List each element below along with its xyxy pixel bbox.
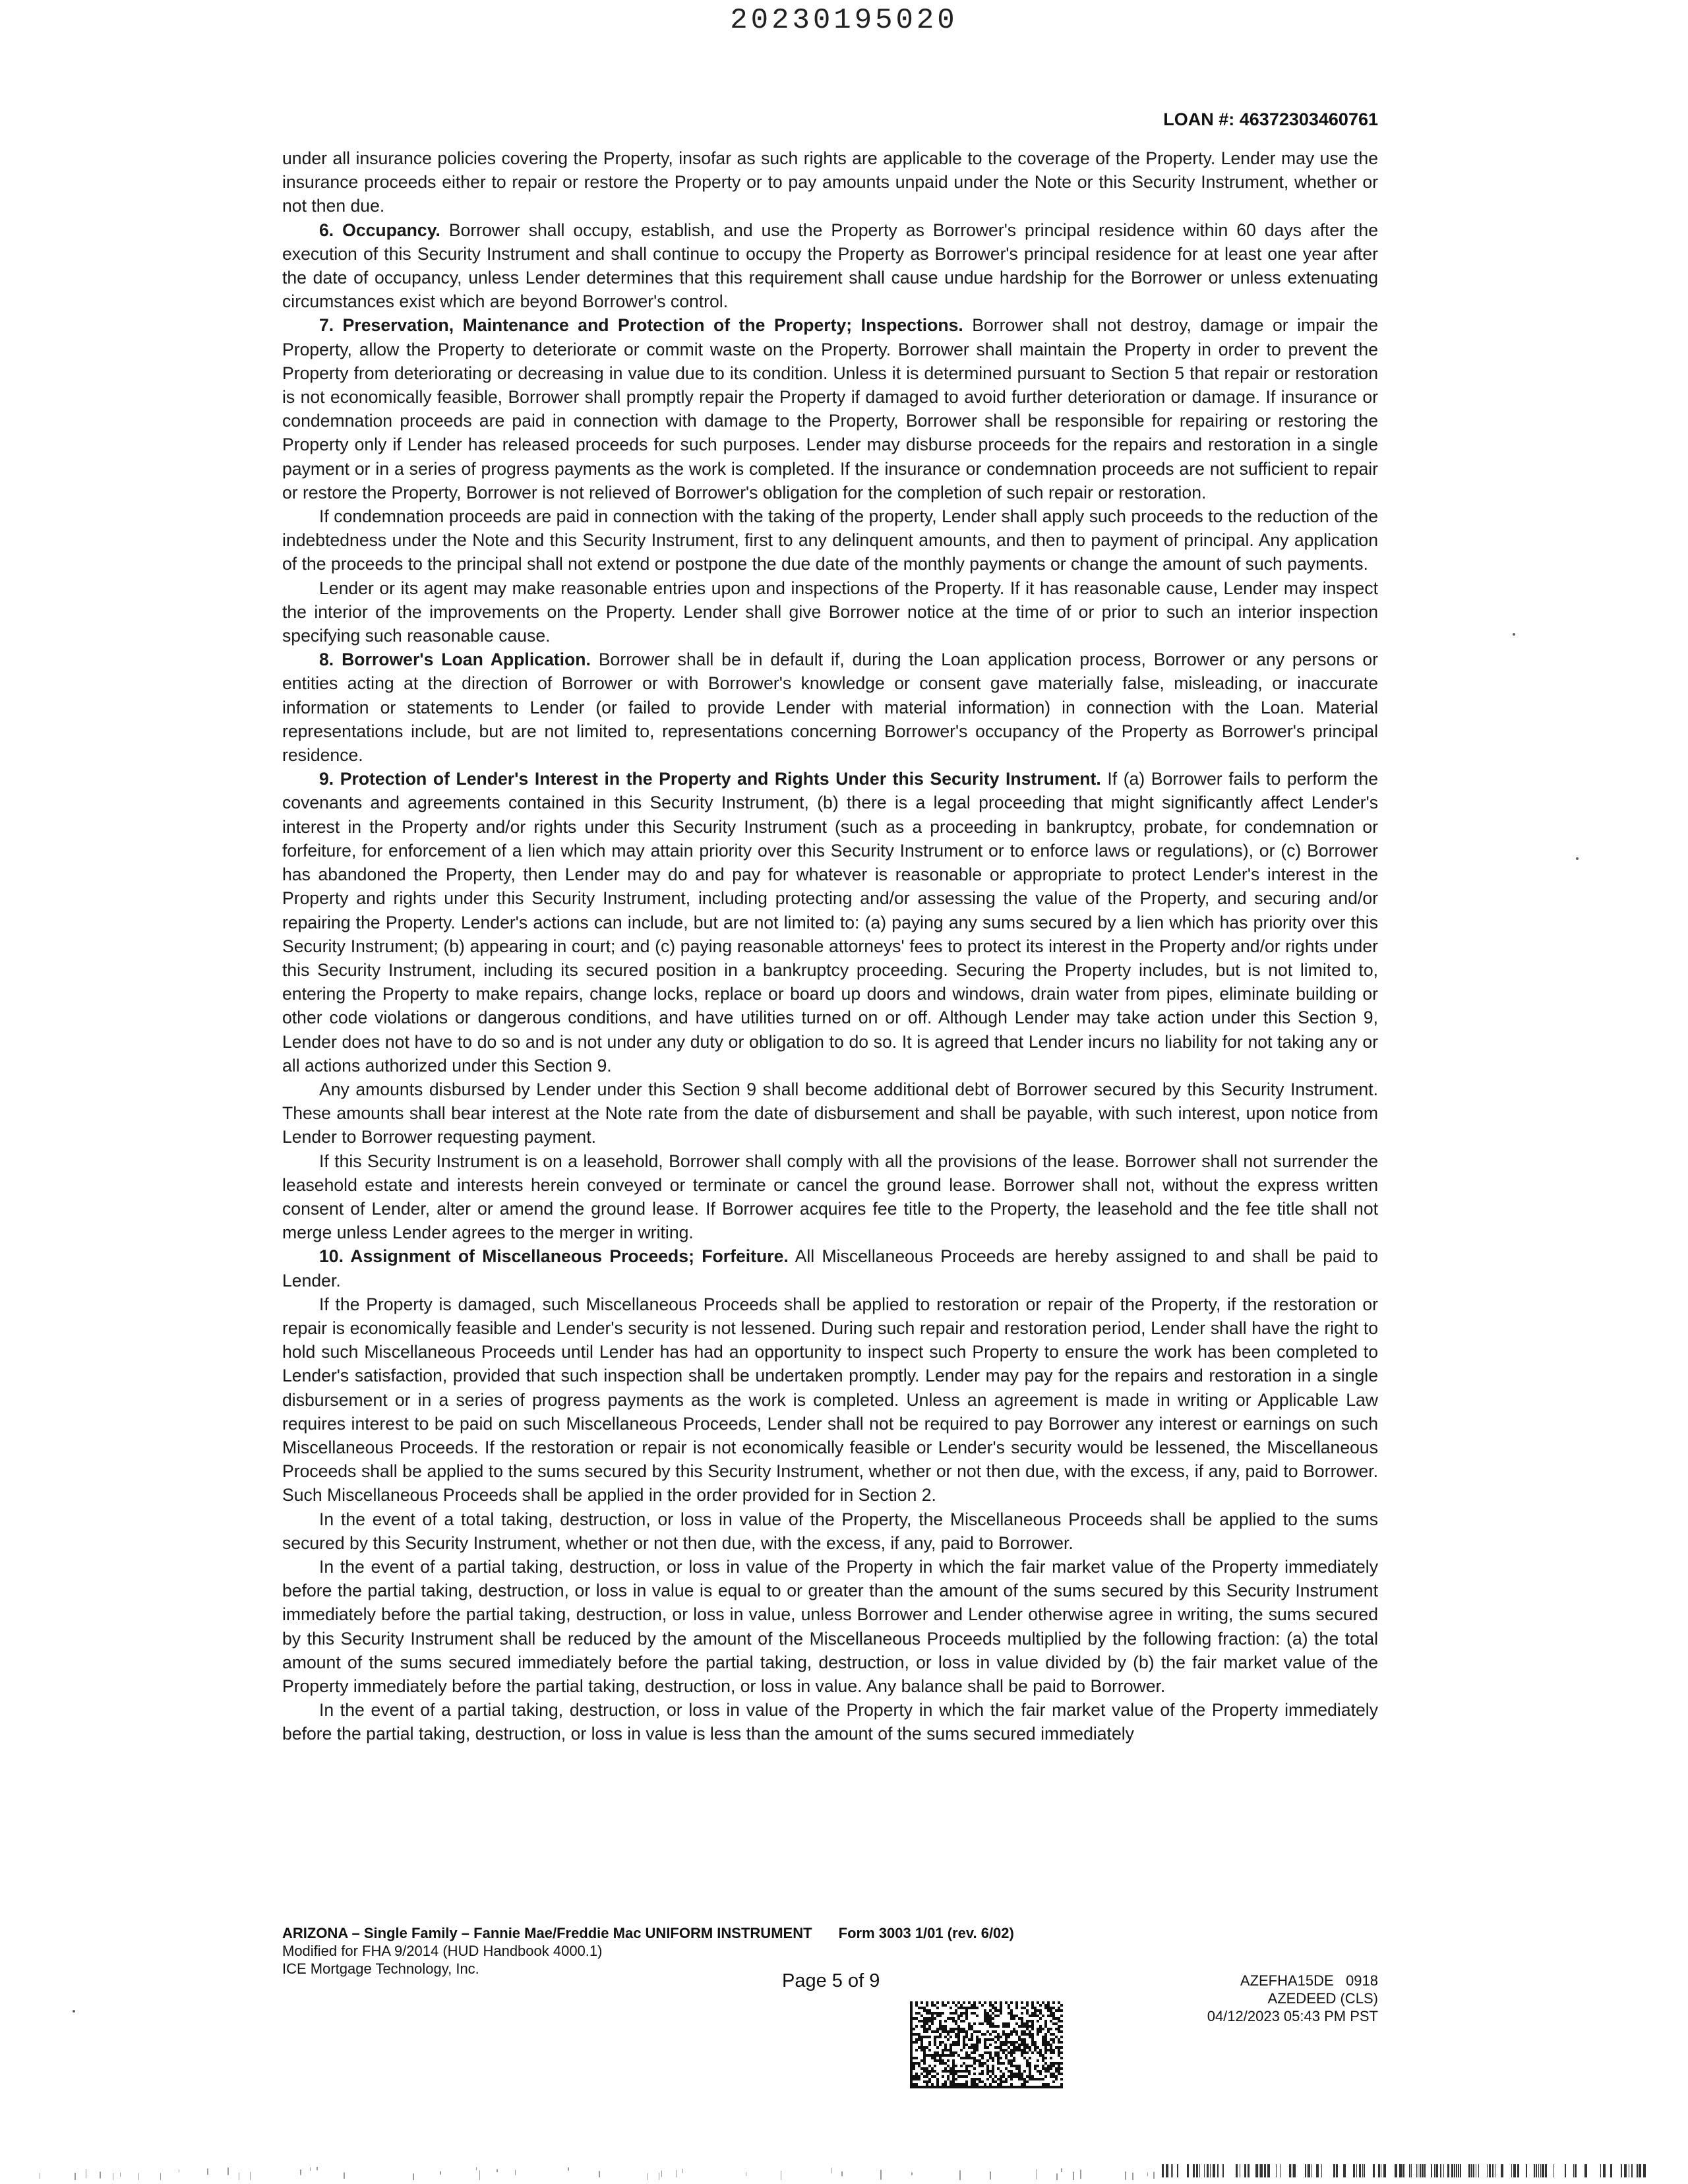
paragraph-text: Borrower shall not destroy, damage or impair the Property, allow the Property to deteriorate or commit waste on the Property. Borrower shall maintain the Property in order to prevent the Property from deteriorating or decreasing in value due to its condition. Unless it is determined pursuant to Section 5 that repair or restoration is not economically feasible, Borrower shall promptly repair the Property if damaged to avoid further deterioration or damage. If insurance or condemnation proceeds are paid in connection with damage to the Property, Borrower shall be responsible for repairing or restoring the Property only if Lender has released proceeds for such purposes. Lender may disburse proceeds for the repairs and restoration in a single payment or in a series of progress payments as the work is completed. If the insurance or condemnation proceeds are not sufficient to repair or restore the Property, Borrower is not relieved of Borrower's obligation for the completion of such repair or restoration. bbox=[282, 315, 1378, 502]
paragraph bbox=[282, 1555, 1378, 1698]
document-footer bbox=[282, 1924, 1378, 1978]
paragraph bbox=[282, 1149, 1378, 1245]
paragraph-text: If the Property is damaged, such Miscellaneous Proceeds shall be applied to restoration or repair of the Property, if the restoration or repair is economically feasible and Lender's security is not lessened. During such repair and restoration period, Lender shall have the right to hold such Miscellaneous Proceeds until Lender has had an opportunity to inspect such Property to ensure the work has been completed to Lender's satisfaction, provided that such inspection shall be undertaken promptly. Lender may pay for the repairs and restoration in a single disbursement or in a series of progress payments as the work is completed. Unless an agreement is made in writing or Applicable Law requires interest to be paid on such Miscellaneous Proceeds, Lender shall not be required to pay Borrower any interest or earnings on such Miscellaneous Proceeds. If the restoration or repair is not economically feasible or Lender's security would be lessened, the Miscellaneous Proceeds shall be applied to the sums secured by this Security Instrument, whether or not then due, with the excess, if any, paid to Borrower. Such Miscellaneous Proceeds shall be applied in the order provided for in Section 2. bbox=[282, 1294, 1378, 1505]
recording-number: 20230195020 bbox=[730, 4, 958, 37]
paragraph-text: If this Security Instrument is on a leasehold, Borrower shall comply with all the provisions of the lease. Borrower shall not surrender the leasehold estate and interests herein conveyed or terminate or cancel the ground lease. Borrower shall not, without the express written consent of Lender, alter or amend the ground lease. If Borrower acquires fee title to the Property, the leasehold and the fee title shall not merge unless Lender agrees to the merger in writing. bbox=[282, 1151, 1378, 1243]
paragraph bbox=[282, 648, 1378, 767]
section-heading: 8. Borrower's Loan Application. bbox=[319, 650, 591, 670]
paragraph bbox=[282, 146, 1378, 218]
footer-codes bbox=[1207, 1972, 1378, 2025]
scan-edge-artifact bbox=[0, 2162, 1688, 2180]
footer-company: ICE Mortgage Technology, Inc. bbox=[282, 1960, 479, 1977]
paragraph-text: In the event of a partial taking, destruction, or loss in value of the Property in which the fair market value of the Property immediately before the partial taking, destruction, or loss in value is less than the amount of the sums secured immediately bbox=[282, 1700, 1378, 1744]
footer-title-line bbox=[282, 1924, 1378, 1942]
paragraph bbox=[282, 576, 1378, 648]
paragraph bbox=[282, 1244, 1378, 1292]
footer-instrument: – Single Family – Fannie Mae/Freddie Mac UNIFORM INSTRUMENT bbox=[347, 1925, 812, 1941]
footer-code-2: AZEDEED (CLS) bbox=[1267, 1990, 1378, 2007]
paragraph-text: Borrower shall occupy, establish, and use the Property as Borrower's principal residence within 60 days after the execution of this Security Instrument and shall continue to occupy the Property as Borrower's principal residence for at least one year after the date of occupancy, unless Lender determines that this requirement shall cause undue hardship for the Borrower or unless extenuating circumstances exist which are beyond Borrower's control. bbox=[282, 220, 1378, 312]
paragraph bbox=[282, 218, 1378, 314]
paragraph-text: In the event of a total taking, destruction, or loss in value of the Property, the Miscellaneous Proceeds shall be applied to the sums secured by this Security Instrument, whether or not then due, with the excess, if any, paid to Borrower. bbox=[282, 1509, 1378, 1553]
paragraph bbox=[282, 767, 1378, 1077]
scan-speck bbox=[73, 2010, 75, 2013]
paragraph-text: If condemnation proceeds are paid in connection with the taking of the property, Lender shall apply such proceeds to the reduction of the indebtedness under the Note and this Security Instrument, first to any delinquent amounts, and then to payment of principal. Any application of the proceeds to the principal shall not extend or postpone the due date of the monthly payments or change the amount of such payments. bbox=[282, 506, 1378, 574]
footer-code-1: AZEFHA15DE 0918 bbox=[1240, 1972, 1378, 1989]
footer-state: ARIZONA bbox=[282, 1925, 348, 1941]
page-number: Page 5 of 9 bbox=[782, 1970, 880, 1991]
paragraph bbox=[282, 1507, 1378, 1555]
paragraph bbox=[282, 504, 1378, 576]
barcode-2d-icon bbox=[910, 2001, 1063, 2088]
paragraph-text: under all insurance policies covering the Property, insofar as such rights are applicable to the coverage of the Property. Lender may use the insurance proceeds either to repair or restore the Property or to pay amounts unpaid under the Note or this Security Instrument, whether or not then due. bbox=[282, 148, 1378, 216]
document-body bbox=[282, 146, 1378, 1746]
paragraph-text: Borrower shall be in default if, during the Loan application process, Borrower or any persons or entities acting at the direction of Borrower or with Borrower's knowledge or consent gave materially false, misleading, or inaccurate information or statements to Lender (or failed to provide Lender with material information) in connection with the Loan. Material representations include, but are not limited to, representations concerning Borrower's occupancy of the Property as Borrower's principal residence. bbox=[282, 650, 1379, 766]
paragraph bbox=[282, 1698, 1378, 1745]
paragraph-text: In the event of a partial taking, destruction, or loss in value of the Property in which the fair market value of the Property immediately before the partial taking, destruction, or loss in value is equal to or greater than the amount of the sums secured by this Security Instrument immediately before the partial taking, destruction, or loss in value, unless Borrower and Lender otherwise agree in writing, the sums secured by this Security Instrument shall be reduced by the amount of the Miscellaneous Proceeds multiplied by the following fraction: (a) the total amount of the sums secured immediately before the partial taking, destruction, or loss in value divided by (b) the fair market value of the Property immediately before the partial taking, destruction, or loss in value. Any balance shall be paid to Borrower. bbox=[282, 1556, 1378, 1696]
section-heading: 10. Assignment of Miscellaneous Proceeds; Forfeiture. bbox=[319, 1246, 789, 1267]
paragraph bbox=[282, 1292, 1378, 1507]
scan-speck bbox=[1576, 857, 1579, 860]
paragraph-text: Any amounts disbursed by Lender under this Section 9 shall become additional debt of Borrower secured by this Security Instrument. These amounts shall bear interest at the Note rate from the date of disbursement and shall be payable, with such interest, upon notice from Lender to Borrower requesting payment. bbox=[282, 1079, 1378, 1147]
section-heading: 6. Occupancy. bbox=[319, 220, 440, 240]
paragraph bbox=[282, 313, 1378, 504]
footer-form-number: Form 3003 1/01 (rev. 6/02) bbox=[838, 1925, 1014, 1941]
footer-modified: Modified for FHA 9/2014 (HUD Handbook 4000.1) bbox=[282, 1943, 603, 1959]
section-heading: 9. Protection of Lender's Interest in the Property and Rights Under this Security Instrument. bbox=[319, 769, 1101, 789]
paragraph-text: All Miscellaneous Proceeds are hereby assigned to and shall be paid to Lender. bbox=[282, 1246, 1378, 1290]
scan-speck bbox=[1513, 633, 1515, 636]
paragraph bbox=[282, 1077, 1378, 1149]
section-heading: 7. Preservation, Maintenance and Protection of the Property; Inspections. bbox=[319, 315, 963, 336]
footer-timestamp: 04/12/2023 05:43 PM PST bbox=[1207, 2008, 1378, 2024]
loan-number: LOAN #: 46372303460761 bbox=[1163, 109, 1378, 129]
paragraph-text: Lender or its agent may make reasonable entries upon and inspections of the Property. If it has reasonable cause, Lender may inspect the interior of the improvements on the Property. Lender shall give Borrower notice at the time of or prior to such an interior inspection specifying such reasonable cause. bbox=[282, 578, 1378, 646]
paragraph-text: If (a) Borrower fails to perform the covenants and agreements contained in this Security Instrument, (b) there is a legal proceeding that might significantly affect Lender's interest in the Property and/or rights under this Security Instrument (such as a proceeding in bankruptcy, probate, for condemnation or forfeiture, for enforcement of a lien which may attain priority over this Security Instrument or to enforce laws or regulations), or (c) Borrower has abandoned the Property, then Lender may do and pay for whatever is reasonable or appropriate to protect Lender's interest in the Property and rights under this Security Instrument, including protecting and/or assessing the value of the Property, and securing and/or repairing the Property. Lender's actions can include, but are not limited to: (a) paying any sums secured by a lien which has priority over this Security Instrument; (b) appearing in court; and (c) paying reasonable attorneys' fees to protect its interest in the Property and/or rights under this Security Instrument, including its secured position in a bankruptcy proceeding. Securing the Property includes, but is not limited to, entering the Property to make repairs, change locks, replace or board up doors and windows, drain water from pipes, eliminate building or other code violations or dangerous conditions, and have utilities turned on or off. Although Lender may take action under this Section 9, Lender does not have to do so and is not under any duty or obligation to do so. It is agreed that Lender incurs no liability for not taking any or all actions authorized under this Section 9. bbox=[282, 769, 1378, 1076]
